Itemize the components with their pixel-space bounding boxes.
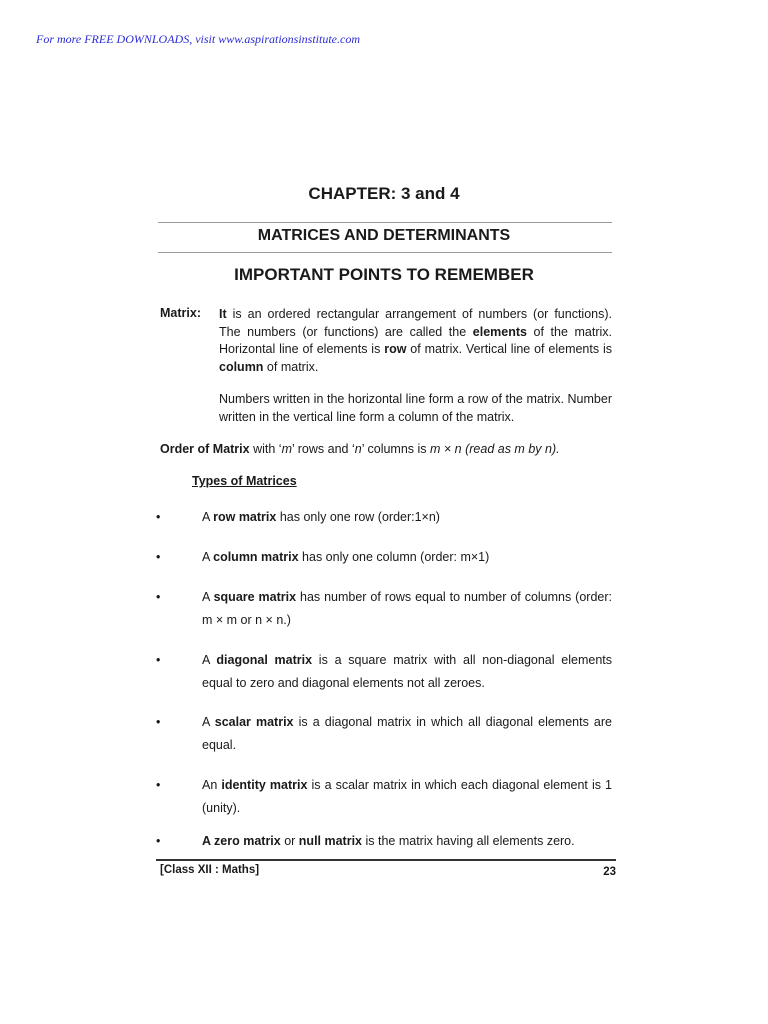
order-text-b: ’ rows and ‘	[291, 442, 355, 456]
chapter-title: CHAPTER: 3 and 4	[308, 184, 460, 203]
chapter-subtitle: MATRICES AND DETERMINANTS	[257, 227, 511, 244]
bold-term: null matrix	[298, 834, 363, 848]
text-run: A	[202, 590, 214, 604]
footer-divider	[156, 859, 616, 861]
title-divider-top	[158, 222, 612, 223]
text-run: is the matrix having all elements zero.	[362, 834, 575, 848]
bullet-icon: •	[156, 590, 161, 604]
scalar-matrix-text	[202, 711, 612, 757]
text-run: of the matrix. Horizontal line of elements is	[219, 324, 612, 356]
row-matrix-text	[202, 506, 612, 529]
order-of-matrix-line	[160, 442, 560, 456]
bold-term: It	[219, 307, 227, 321]
title-divider-bottom	[158, 252, 612, 253]
order-text-a: with ‘	[249, 442, 282, 456]
matrix-rows-columns-paragraph: Numbers written in the horizontal line form a row of the matrix. Number written in the vertical line form a column of the matrix.	[219, 392, 612, 424]
text-run: has only one column (order: m×1)	[298, 550, 490, 564]
bullet-icon: •	[156, 653, 161, 667]
text-run: has only one row (order:1×n)	[276, 510, 440, 524]
text-run: has number of rows equal to number of columns (order: m × m or n × n.)	[202, 590, 612, 627]
bold-term: square matrix	[213, 590, 297, 604]
types-of-matrices-heading: Types of Matrices	[192, 474, 297, 488]
bold-term: diagonal matrix	[216, 653, 313, 667]
text-run: A	[202, 653, 217, 667]
text-run: An	[202, 778, 222, 792]
footer-class-label: [Class XII : Maths]	[160, 864, 260, 876]
page-number: 23	[603, 866, 616, 878]
bullet-icon: •	[156, 834, 161, 848]
text-run: A	[202, 510, 214, 524]
bullet-icon: •	[156, 510, 161, 524]
bullet-icon: •	[156, 715, 161, 729]
bold-term: identity matrix	[221, 778, 308, 792]
zero-matrix-text	[202, 830, 612, 853]
text-run: or	[280, 834, 299, 848]
matrix-term-label: Matrix:	[160, 306, 201, 320]
order-label: Order of Matrix	[160, 442, 250, 456]
order-m: m	[281, 442, 292, 456]
text-run: is a diagonal matrix in which all diagonal elements are equal.	[202, 715, 612, 752]
order-n: n	[354, 442, 362, 456]
text-run: is a scalar matrix in which each diagonal element is 1 (unity).	[202, 778, 613, 815]
bold-term: row	[384, 342, 407, 356]
bold-term: A zero matrix	[202, 834, 281, 848]
matrix-definition-paragraph	[219, 306, 612, 376]
text-run: of matrix. Vertical line of elements is	[406, 342, 612, 356]
diagonal-matrix-text	[202, 649, 612, 695]
square-matrix-text	[202, 586, 612, 632]
bold-term: row matrix	[213, 510, 277, 524]
bold-term: elements	[472, 324, 527, 339]
text-run: A	[202, 550, 214, 564]
bold-term: column matrix	[213, 550, 299, 564]
bold-term: column	[219, 359, 264, 374]
order-formula: m × n (read as m by n).	[430, 442, 560, 456]
text-run: is an ordered rectangular arrangement of numbers (or functions). The numbers (or functions) are called the	[219, 307, 612, 339]
bullet-icon: •	[156, 550, 161, 564]
download-banner-link[interactable]: For more FREE DOWNLOADS, visit www.aspirationsinstitute.com	[36, 32, 360, 46]
identity-matrix-text	[202, 774, 612, 820]
section-heading: IMPORTANT POINTS TO REMEMBER	[234, 265, 534, 284]
column-matrix-text	[202, 546, 612, 569]
text-run: of matrix.	[263, 359, 319, 374]
order-text-c: ’ columns is	[361, 442, 431, 456]
text-run: is a square matrix with all non-diagonal elements equal to zero and diagonal elements not all zeroes.	[202, 653, 612, 690]
bullet-icon: •	[156, 778, 161, 792]
text-run: A	[202, 715, 215, 729]
bold-term: scalar matrix	[214, 715, 294, 729]
